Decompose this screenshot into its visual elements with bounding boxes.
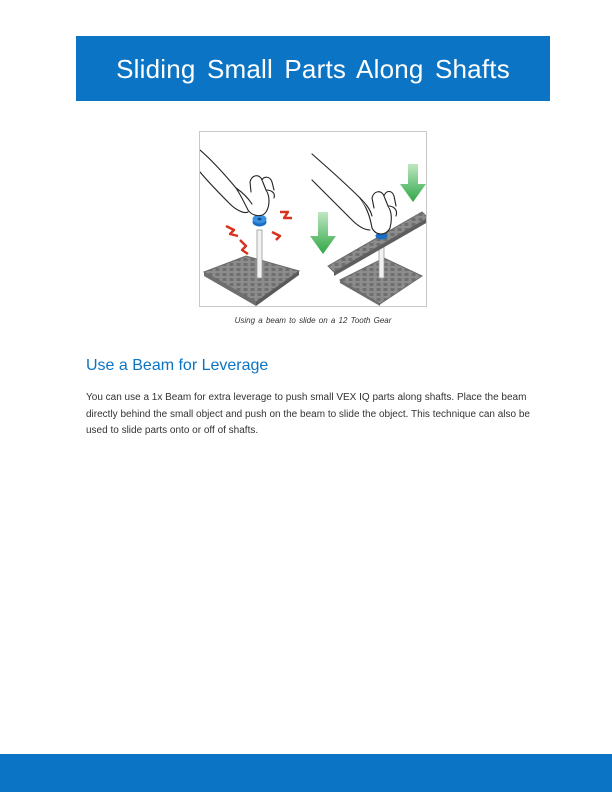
figure-caption: Using a beam to slide on a 12 Tooth Gear	[234, 316, 392, 325]
gear-icon	[253, 215, 267, 227]
left-shaft	[257, 230, 262, 278]
left-base-plate	[204, 256, 299, 306]
left-hand-icon	[200, 150, 274, 216]
beam-slide-illustration	[200, 132, 426, 306]
section-body-text: You can use a 1x Beam for extra leverage to push small VEX IQ parts along shafts. Place the beam directly behind the small object and push on the beam to slide the object. This technique can also be used to slide parts onto or off of shafts.	[86, 392, 530, 436]
down-arrow-right-icon	[400, 164, 426, 202]
footer-bar	[0, 754, 612, 792]
title-banner	[76, 36, 550, 101]
section-heading: Use a Beam for Leverage	[86, 357, 269, 374]
illustration-figure	[199, 131, 427, 307]
down-arrow-left-icon	[310, 212, 336, 254]
page-title: Sliding Small Parts Along Shafts	[116, 54, 510, 84]
